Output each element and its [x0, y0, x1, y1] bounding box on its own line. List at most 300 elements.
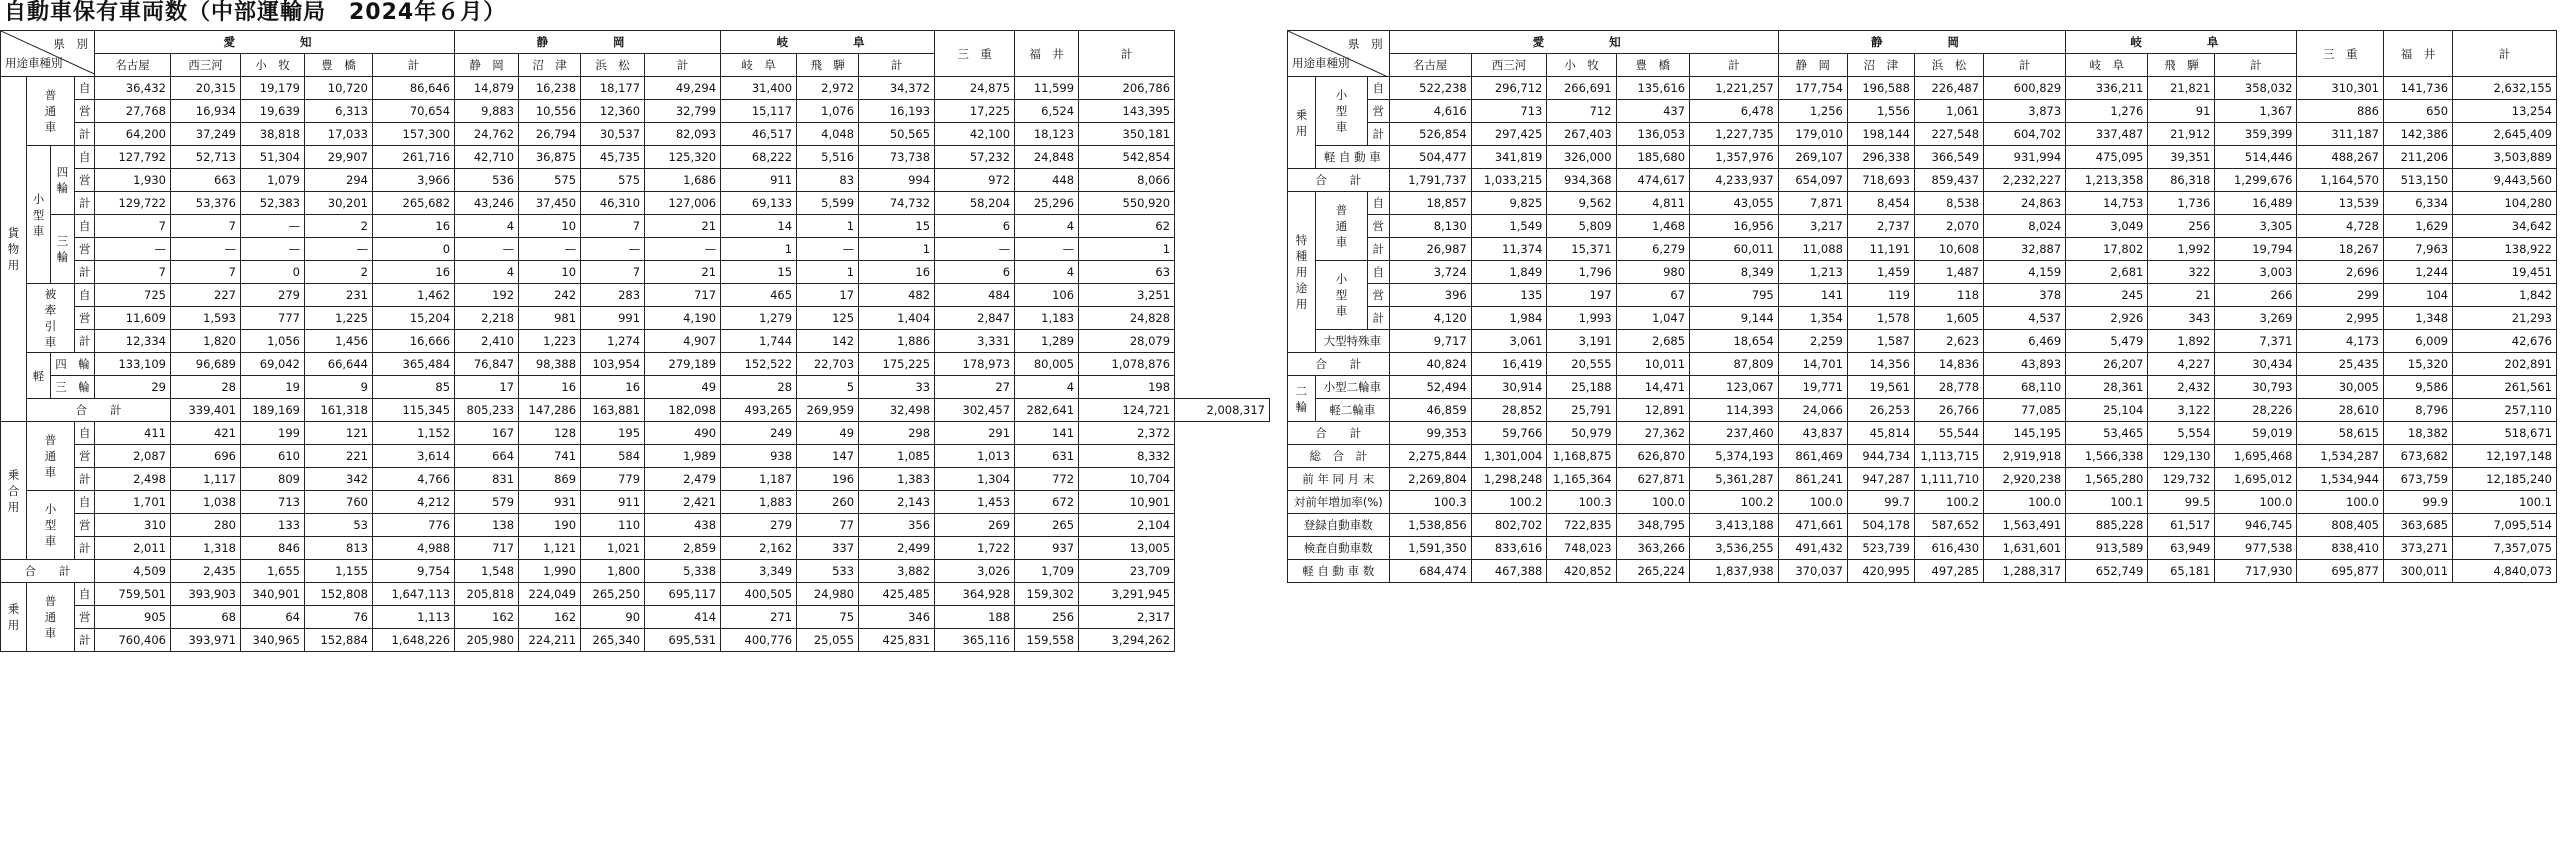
value-cell: 50,565 [859, 123, 935, 146]
value-cell: 1,165,364 [1547, 468, 1616, 491]
value-cell: 695,877 [2297, 560, 2383, 583]
value-cell: 4,212 [373, 491, 455, 514]
value-cell: 673,682 [2383, 445, 2452, 468]
value-cell: 66,644 [305, 353, 373, 376]
value-cell: 25,296 [1015, 192, 1079, 215]
value-cell: 249 [721, 422, 797, 445]
value-cell: 199 [241, 422, 305, 445]
value-cell: 4 [455, 261, 519, 284]
value-cell: 133,109 [95, 353, 171, 376]
value-cell: 400,505 [721, 583, 797, 606]
value-cell: 7 [171, 261, 241, 284]
value-cell: 3,882 [859, 560, 935, 583]
row-type-label: 営 [75, 169, 95, 192]
value-cell: 28,079 [1079, 330, 1175, 353]
value-cell: 7 [581, 215, 645, 238]
value-cell: 15 [721, 261, 797, 284]
value-cell: 664 [455, 445, 519, 468]
value-cell: 833,616 [1471, 537, 1547, 560]
value-cell: 152,808 [305, 583, 373, 606]
value-cell: 27 [935, 376, 1015, 399]
value-cell: 1,631,601 [1984, 537, 2066, 560]
value-cell: 159,302 [1015, 583, 1079, 606]
value-cell: 717,930 [2215, 560, 2297, 583]
value-cell: 575 [519, 169, 581, 192]
value-cell: 138 [455, 514, 519, 537]
value-cell: 1,117 [171, 468, 241, 491]
value-cell: 1,993 [1547, 307, 1616, 330]
value-cell: 490 [645, 422, 721, 445]
value-cell: 9,883 [455, 100, 519, 123]
value-cell: 49 [645, 376, 721, 399]
value-cell: 15,320 [2383, 353, 2452, 376]
city-header: 浜 松 [1914, 54, 1983, 77]
value-cell: 725 [95, 284, 171, 307]
value-cell: 7 [581, 261, 645, 284]
value-cell: — [935, 238, 1015, 261]
value-cell: 64 [241, 606, 305, 629]
value-cell: 11,088 [1778, 238, 1847, 261]
value-cell: 1,256 [1778, 100, 1847, 123]
value-cell: 3,331 [935, 330, 1015, 353]
value-cell: 348,795 [1616, 514, 1689, 537]
value-cell: 61,517 [2148, 514, 2215, 537]
row-type-label: 営 [75, 445, 95, 468]
value-cell: 10 [519, 215, 581, 238]
value-cell: 4 [1015, 376, 1079, 399]
summary-label: 登録自動車数 [1288, 514, 1390, 537]
value-cell: 10,556 [519, 100, 581, 123]
value-cell: 16 [859, 261, 935, 284]
value-cell: 359,399 [2215, 123, 2297, 146]
value-cell: 17,225 [935, 100, 1015, 123]
value-cell: 182,098 [645, 399, 721, 422]
value-cell: 8,538 [1914, 192, 1983, 215]
value-cell: 420,995 [1847, 560, 1914, 583]
value-cell: 1,113 [373, 606, 455, 629]
value-cell: 67 [1616, 284, 1689, 307]
value-cell: 83 [797, 169, 859, 192]
value-cell: 27,768 [95, 100, 171, 123]
value-cell: 9,825 [1471, 192, 1547, 215]
value-cell: 1,113,715 [1914, 445, 1983, 468]
value-cell: 2,645,409 [2453, 123, 2557, 146]
value-cell: 805,233 [455, 399, 519, 422]
value-cell: 178,973 [935, 353, 1015, 376]
value-cell: 838,410 [2297, 537, 2383, 560]
value-cell: — [455, 238, 519, 261]
value-cell: 100.1 [2066, 491, 2148, 514]
value-cell: 1,056 [241, 330, 305, 353]
row-type-label: 営 [1367, 215, 1389, 238]
value-cell: 106 [1015, 284, 1079, 307]
value-cell: 400,776 [721, 629, 797, 652]
value-cell: — [171, 238, 241, 261]
value-cell: 2,919,918 [1984, 445, 2066, 468]
value-cell: 340,965 [241, 629, 305, 652]
value-cell: 162 [519, 606, 581, 629]
value-cell: 1,695,012 [2215, 468, 2297, 491]
subcategory-futsu: 普 通 車 [27, 583, 75, 652]
value-cell: 4,907 [645, 330, 721, 353]
value-cell: 4,173 [2297, 330, 2383, 353]
value-cell: 913,589 [2066, 537, 2148, 560]
value-cell: 257,110 [2453, 399, 2557, 422]
value-cell: 944,734 [1847, 445, 1914, 468]
value-cell: 336,211 [2066, 77, 2148, 100]
value-cell: 167 [455, 422, 519, 445]
value-cell: 142 [797, 330, 859, 353]
value-cell: 4,537 [1984, 307, 2066, 330]
value-cell: 886 [2297, 100, 2383, 123]
value-cell: 859,437 [1914, 169, 1983, 192]
value-cell: 846 [241, 537, 305, 560]
total-label: 合 計 [1288, 422, 1390, 445]
value-cell: 138,922 [2453, 238, 2557, 261]
value-cell: 28,852 [1471, 399, 1547, 422]
value-cell: 68,110 [1984, 376, 2066, 399]
value-cell: 4,766 [373, 468, 455, 491]
value-cell: 37,450 [519, 192, 581, 215]
value-cell: 269,107 [1778, 146, 1847, 169]
row-type-label: 営 [1367, 100, 1389, 123]
city-header: 岐 阜 [2066, 54, 2148, 77]
value-cell: 265,250 [581, 583, 645, 606]
value-cell: 493,265 [721, 399, 797, 422]
value-cell: 8,332 [1079, 445, 1175, 468]
value-cell: 396 [1389, 284, 1471, 307]
value-cell: 62 [1079, 215, 1175, 238]
value-cell: 21 [645, 215, 721, 238]
value-cell: 1,288,317 [1984, 560, 2066, 583]
prefecture-header: 三 重 [935, 31, 1015, 77]
value-cell: 52,383 [241, 192, 305, 215]
value-cell: 11,374 [1471, 238, 1547, 261]
value-cell: 43,246 [455, 192, 519, 215]
row-type-label: 自 [1367, 261, 1389, 284]
value-cell: 163,881 [581, 399, 645, 422]
value-cell: 125,320 [645, 146, 721, 169]
value-cell: 869 [519, 468, 581, 491]
value-cell: 1,549 [1471, 215, 1547, 238]
value-cell: 28 [721, 376, 797, 399]
value-cell: — [95, 238, 171, 261]
summary-label: 対前年増加率(%) [1288, 491, 1390, 514]
city-header: 計 [2215, 54, 2297, 77]
value-cell: 15,204 [373, 307, 455, 330]
value-cell: 2,317 [1079, 606, 1175, 629]
value-cell: 19,179 [241, 77, 305, 100]
value-cell: 18,267 [2297, 238, 2383, 261]
value-cell: 157,300 [373, 123, 455, 146]
value-cell: 21 [645, 261, 721, 284]
value-cell: 802,702 [1471, 514, 1547, 537]
value-cell: 100.0 [1984, 491, 2066, 514]
value-cell: 365,484 [373, 353, 455, 376]
value-cell: 1,990 [519, 560, 581, 583]
value-cell: 5,599 [797, 192, 859, 215]
value-cell: 291 [935, 422, 1015, 445]
row-type-label: 計 [75, 537, 95, 560]
value-cell: 34,372 [859, 77, 935, 100]
value-cell: 3,217 [1778, 215, 1847, 238]
corner-bottom-label: 用途車種別 [1292, 56, 1350, 70]
row-type-label: 計 [75, 123, 95, 146]
value-cell: 43,893 [1984, 353, 2066, 376]
value-cell: 523,739 [1847, 537, 1914, 560]
value-cell: 58,204 [935, 192, 1015, 215]
value-cell: 265,682 [373, 192, 455, 215]
value-cell: 514,446 [2215, 146, 2297, 169]
value-cell: 12,891 [1616, 399, 1689, 422]
value-cell: 1,076 [797, 100, 859, 123]
value-cell: 152,884 [305, 629, 373, 652]
value-cell: 6,524 [1015, 100, 1079, 123]
value-cell: 2,275,844 [1389, 445, 1471, 468]
value-cell: 2,259 [1778, 330, 1847, 353]
value-cell: 7,963 [2383, 238, 2452, 261]
value-cell: 1,534,287 [2297, 445, 2383, 468]
value-cell: 68,222 [721, 146, 797, 169]
value-cell: 16,419 [1471, 353, 1547, 376]
value-cell: 931 [519, 491, 581, 514]
value-cell: 6,279 [1616, 238, 1689, 261]
summary-label: 検査自動車数 [1288, 537, 1390, 560]
value-cell: 650 [2383, 100, 2452, 123]
value-cell: 2,499 [859, 537, 935, 560]
value-cell: 4,728 [2297, 215, 2383, 238]
value-cell: 12,197,148 [2453, 445, 2557, 468]
value-cell: 175,225 [859, 353, 935, 376]
value-cell: 8,130 [1389, 215, 1471, 238]
value-cell: 6,469 [1984, 330, 2066, 353]
value-cell: 7,095,514 [2453, 514, 2557, 537]
value-cell: 17 [455, 376, 519, 399]
row-type-label: 自 [75, 215, 95, 238]
value-cell: 972 [935, 169, 1015, 192]
value-cell: 1,279 [721, 307, 797, 330]
value-cell: 265,340 [581, 629, 645, 652]
prefecture-header: 岐 阜 [721, 31, 935, 54]
value-cell: 279 [241, 284, 305, 307]
row-type-label: 自 [75, 583, 95, 606]
value-cell: 297,425 [1471, 123, 1547, 146]
value-cell: 265 [1015, 514, 1079, 537]
value-cell: 0 [241, 261, 305, 284]
grand-total-header: 計 [2453, 31, 2557, 77]
city-header: 飛 騨 [797, 54, 859, 77]
value-cell: 135 [1471, 284, 1547, 307]
value-cell: 267,403 [1547, 123, 1616, 146]
value-cell: 2,847 [935, 307, 1015, 330]
value-cell: 1,304 [935, 468, 1015, 491]
value-cell: 63,949 [2148, 537, 2215, 560]
value-cell: 226,487 [1914, 77, 1983, 100]
table-corner-header [1288, 31, 1390, 77]
value-cell: 12,185,240 [2453, 468, 2557, 491]
value-cell: 3,251 [1079, 284, 1175, 307]
value-cell: 414 [645, 606, 721, 629]
value-cell: 227,548 [1914, 123, 1983, 146]
value-cell: 542,854 [1079, 146, 1175, 169]
value-cell: 6,478 [1690, 100, 1779, 123]
value-cell: 627,871 [1616, 468, 1689, 491]
corner-top-label: 県 別 [1348, 37, 1383, 51]
value-cell: 1,459 [1847, 261, 1914, 284]
value-cell: 30,434 [2215, 353, 2297, 376]
city-header: 計 [1690, 54, 1779, 77]
value-cell: 143,395 [1079, 100, 1175, 123]
prefecture-header: 静 岡 [1778, 31, 2065, 54]
value-cell: 24,980 [797, 583, 859, 606]
value-cell: 196 [797, 468, 859, 491]
value-cell: 467,388 [1471, 560, 1547, 583]
value-cell: 43,055 [1690, 192, 1779, 215]
value-cell: 17,033 [305, 123, 373, 146]
value-cell: 296,338 [1847, 146, 1914, 169]
value-cell: 1,111,710 [1914, 468, 1983, 491]
value-cell: 533 [797, 560, 859, 583]
city-header: 静 岡 [1778, 54, 1847, 77]
value-cell: 3,349 [721, 560, 797, 583]
value-cell: 1,213 [1778, 261, 1847, 284]
row-type-label: 計 [1367, 307, 1389, 330]
value-cell: 584 [581, 445, 645, 468]
value-cell: 712 [1547, 100, 1616, 123]
value-cell: 421 [171, 422, 241, 445]
value-cell: 1,791,737 [1389, 169, 1471, 192]
value-cell: 980 [1616, 261, 1689, 284]
value-cell: 2,008,317 [1175, 399, 1270, 422]
value-cell: 4,509 [95, 560, 171, 583]
value-cell: 575 [581, 169, 645, 192]
value-cell: 9,562 [1547, 192, 1616, 215]
value-cell: 133 [241, 514, 305, 537]
value-cell: 16,238 [519, 77, 581, 100]
value-cell: 994 [859, 169, 935, 192]
value-cell: 1,744 [721, 330, 797, 353]
value-cell: 504,477 [1389, 146, 1471, 169]
value-cell: 16,489 [2215, 192, 2297, 215]
category-jou: 乗 用 [1288, 77, 1316, 169]
value-cell: 1,820 [171, 330, 241, 353]
subcategory-kogata: 小 型 車 [27, 491, 75, 560]
row-type-label: 自 [1367, 77, 1389, 100]
value-cell: 1,736 [2148, 192, 2215, 215]
value-cell: — [519, 238, 581, 261]
value-cell: 33 [859, 376, 935, 399]
value-cell: 32,498 [859, 399, 935, 422]
row-type-label: 自 [75, 491, 95, 514]
value-cell: 1,842 [2453, 284, 2557, 307]
value-cell: 5 [797, 376, 859, 399]
value-cell: 26,794 [519, 123, 581, 146]
value-cell: 2,632,155 [2453, 77, 2557, 100]
value-cell: 302,457 [935, 399, 1015, 422]
value-cell: 30,914 [1471, 376, 1547, 399]
value-cell: 5,374,193 [1690, 445, 1779, 468]
value-cell: 4,190 [645, 307, 721, 330]
value-cell: 75 [797, 606, 859, 629]
value-cell: 938 [721, 445, 797, 468]
value-cell: — [241, 215, 305, 238]
value-cell: 25,435 [2297, 353, 2383, 376]
value-cell: 26,987 [1389, 238, 1471, 261]
value-cell: 26,207 [2066, 353, 2148, 376]
value-cell: 1,695,468 [2215, 445, 2297, 468]
value-cell: 245 [2066, 284, 2148, 307]
value-cell: 350,181 [1079, 123, 1175, 146]
value-cell: — [645, 238, 721, 261]
prefecture-header: 静 岡 [455, 31, 721, 54]
subcategory-hikenin: 被 牽 引 車 [27, 284, 75, 353]
city-header: 沼 津 [519, 54, 581, 77]
value-cell: 718,693 [1847, 169, 1914, 192]
subcategory-sanrin: 三 輪 [51, 215, 75, 284]
value-cell: 777 [241, 307, 305, 330]
value-cell: 3,291,945 [1079, 583, 1175, 606]
value-cell: 437 [1616, 100, 1689, 123]
subcategory-futsu: 普 通 車 [1316, 192, 1368, 261]
value-cell: 4 [1015, 261, 1079, 284]
value-cell: 5,361,287 [1690, 468, 1779, 491]
row-type-label: 四 輪 [51, 353, 95, 376]
value-cell: 425,485 [859, 583, 935, 606]
value-cell: 1,647,113 [373, 583, 455, 606]
value-cell: 19,639 [241, 100, 305, 123]
value-cell: 19,451 [2453, 261, 2557, 284]
value-cell: 25,791 [1547, 399, 1616, 422]
value-cell: 190 [519, 514, 581, 537]
value-cell: 1,079 [241, 169, 305, 192]
value-cell: 300,011 [2383, 560, 2452, 583]
value-cell: 3,503,889 [2453, 146, 2557, 169]
value-cell: 10,901 [1079, 491, 1175, 514]
subcategory-kei: 軽 [27, 353, 51, 399]
value-cell: 1,453 [935, 491, 1015, 514]
value-cell: 18,382 [2383, 422, 2452, 445]
value-cell: 341,819 [1471, 146, 1547, 169]
value-cell: 1,383 [859, 468, 935, 491]
value-cell: 3,061 [1471, 330, 1547, 353]
value-cell: 18,654 [1690, 330, 1779, 353]
city-header: 小 牧 [1547, 54, 1616, 77]
value-cell: 310,301 [2297, 77, 2383, 100]
value-cell: 2,479 [645, 468, 721, 491]
value-cell: 991 [581, 307, 645, 330]
value-cell: 2,920,238 [1984, 468, 2066, 491]
value-cell: 46,517 [721, 123, 797, 146]
value-cell: 123,067 [1690, 376, 1779, 399]
value-cell: 2,859 [645, 537, 721, 560]
value-cell: 1,348 [2383, 307, 2452, 330]
value-cell: 24,875 [935, 77, 1015, 100]
value-cell: 269 [935, 514, 1015, 537]
summary-label: 総 合 計 [1288, 445, 1390, 468]
value-cell: 1,566,338 [2066, 445, 2148, 468]
value-cell: 2 [305, 261, 373, 284]
value-cell: 4,227 [2148, 353, 2215, 376]
value-cell: 8,349 [1690, 261, 1779, 284]
value-cell: 10,608 [1914, 238, 1983, 261]
value-cell: 5,809 [1547, 215, 1616, 238]
value-cell: 475,095 [2066, 146, 2148, 169]
value-cell: 4,988 [373, 537, 455, 560]
value-cell: 3,305 [2215, 215, 2297, 238]
value-cell: 4,233,937 [1690, 169, 1779, 192]
value-cell: 50,979 [1547, 422, 1616, 445]
value-cell: 18,177 [581, 77, 645, 100]
